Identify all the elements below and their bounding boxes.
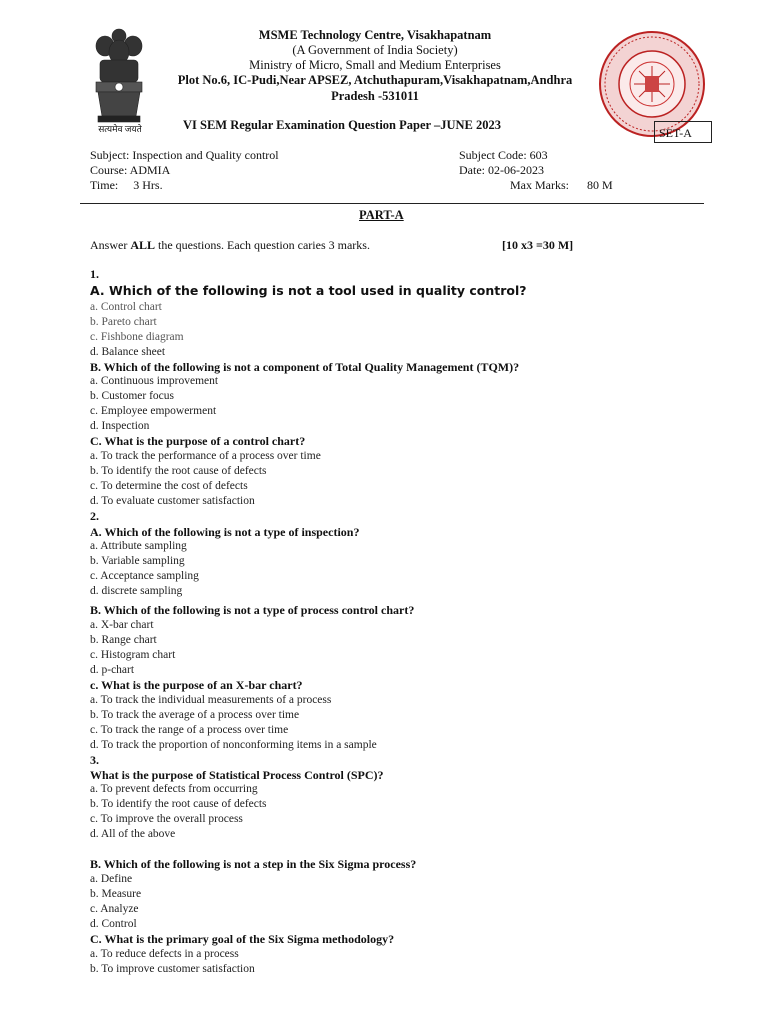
question-1c: C. What is the purpose of a control chart? [90,434,306,448]
option: d. discrete sampling [90,585,183,597]
option: d. All of the above [90,828,176,840]
subject-code: Subject Code: 603 [459,148,548,162]
option: d. To track the proportion of nonconforming items in a sample [90,739,377,751]
emblem-motto: सत्यमेव जयते [98,124,142,134]
option: b. Measure [90,888,142,900]
address-line-2: Pradesh -531011 [331,89,419,103]
question-3b: B. Which of the following is not a step in the Six Sigma process? [90,857,417,871]
option: c. Analyze [90,903,139,915]
option: c. To improve the overall process [90,813,243,825]
max-marks-value: 80 M [587,178,613,192]
set-label: SET-A [654,121,712,143]
org-subtitle: (A Government of India Society) [292,43,458,57]
org-name: MSME Technology Centre, Visakhapatnam [258,28,492,42]
option: d. Control [90,918,137,930]
option: b. To identify the root cause of defects [90,465,267,477]
max-marks-label: Max Marks: [510,178,569,192]
exam-time: Time: 3 Hrs. [90,178,163,192]
exam-date: Date: 02-06-2023 [459,163,544,177]
question-1a: A. Which of the following is not a tool used in quality control? [90,283,527,298]
option: b. To improve customer satisfaction [90,963,255,975]
option: b. Variable sampling [90,555,185,567]
option: c. Employee empowerment [90,405,217,417]
question-number-1: 1. [90,267,99,281]
part-marks: [10 x3 =30 M] [502,238,574,252]
option: d. To evaluate customer satisfaction [90,495,255,507]
subject: Subject: Inspection and Quality control [90,148,279,162]
option: c. To track the range of a process over time [90,724,289,736]
question-1b: B. Which of the following is not a component of Total Quality Management (TQM)? [90,360,520,374]
option: a. Attribute sampling [90,540,187,552]
option: a. To track the performance of a process over time [90,450,321,462]
option: a. Continuous improvement [90,375,219,387]
option: a. To track the individual measurements of a process [90,694,332,706]
question-2a: A. Which of the following is not a type of inspection? [90,525,360,539]
part-title: PART-A [359,208,404,222]
option: a. X-bar chart [90,619,154,631]
option: d. Balance sheet [90,346,166,358]
option: b. To track the average of a process over time [90,709,300,721]
question-3a: What is the purpose of Statistical Process Control (SPC)? [90,768,384,782]
option: b. Customer focus [90,390,175,402]
option: c. Fishbone diagram [90,331,184,343]
option: d. Inspection [90,420,150,432]
option: d. p-chart [90,664,135,676]
ministry-name: Ministry of Micro, Small and Medium Enterprises [249,58,501,72]
option: b. To identify the root cause of defects [90,798,267,810]
option: a. To prevent defects from occurring [90,783,258,795]
instruction-pre: Answer [90,238,131,252]
option: b. Pareto chart [90,316,157,328]
question-2c: c. What is the purpose of an X-bar chart? [90,678,303,692]
instruction-post: the questions. Each question caries 3 marks. [155,238,370,252]
divider [80,203,704,204]
option: a. Control chart [90,301,162,313]
question-3c: C. What is the primary goal of the Six Sigma methodology? [90,932,395,946]
option: b. Range chart [90,634,157,646]
address-line-1: Plot No.6, IC-Pudi,Near APSEZ, Atchuthapuram,Visakhapatnam,Andhra [177,73,573,87]
question-number-3: 3. [90,753,99,767]
national-emblem-icon [90,26,148,136]
option: a. Define [90,873,133,885]
option: c. To determine the cost of defects [90,480,248,492]
instruction [90,238,370,253]
question-2b: B. Which of the following is not a type of process control chart? [90,603,415,617]
option: c. Acceptance sampling [90,570,199,582]
exam-title: VI SEM Regular Examination Question Paper –JUNE 2023 [183,118,501,132]
question-number-2: 2. [90,509,99,523]
course: Course: ADMIA [90,163,171,177]
instruction-bold: ALL [130,238,156,252]
option: a. To reduce defects in a process [90,948,239,960]
option: c. Histogram chart [90,649,176,661]
